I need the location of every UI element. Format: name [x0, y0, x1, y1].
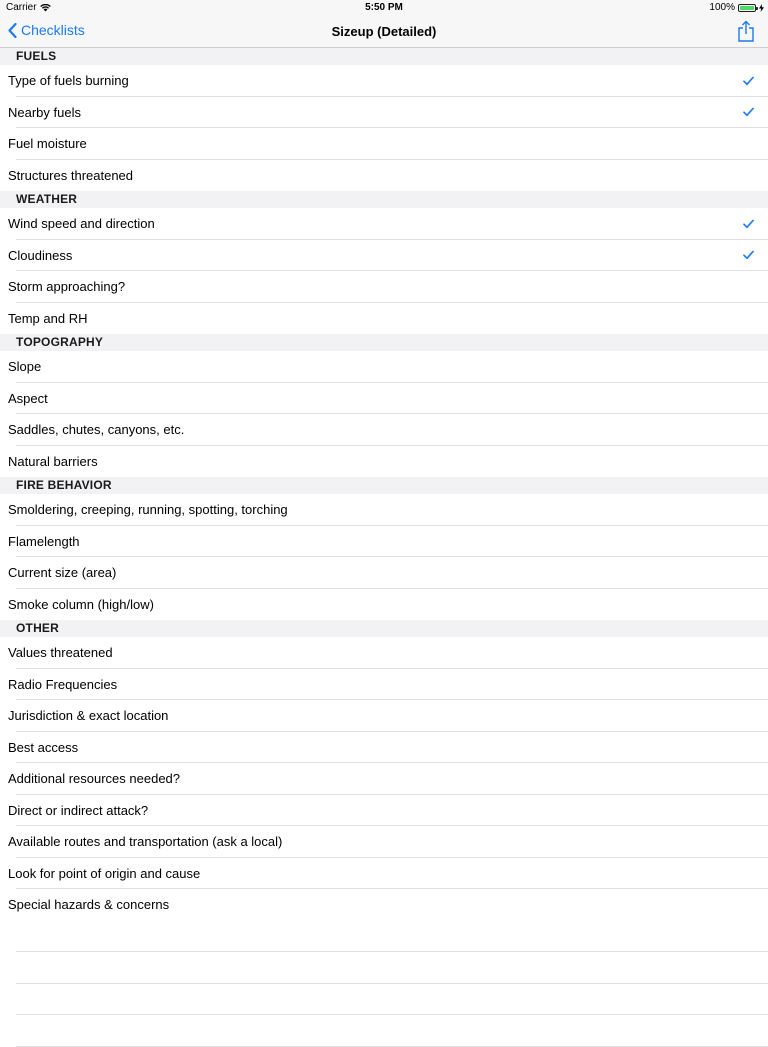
carrier-label: Carrier [6, 2, 37, 13]
checklist-item-label: Additional resources needed? [8, 771, 181, 787]
section-header: WEATHER [0, 191, 768, 208]
checklist-item[interactable] [0, 383, 768, 415]
checklist-item-label: Values threatened [8, 645, 113, 661]
checklist-item-label: Saddles, chutes, canyons, etc. [8, 422, 185, 438]
checklist-item-label: Radio Frequencies [8, 676, 118, 692]
checklist-item[interactable] [0, 557, 768, 589]
checklist-item-label: Structures threatened [8, 167, 134, 183]
share-icon [738, 20, 754, 42]
checkmark-icon [743, 219, 754, 228]
checklist-item-label: Aspect [8, 390, 48, 406]
checklist-item[interactable] [0, 303, 768, 335]
empty-row [0, 1015, 768, 1047]
back-button-label: Checklists [21, 22, 85, 38]
checklist-item-label: Available routes and transportation (ask a local) [8, 834, 283, 850]
checklist-item-label: Nearby fuels [8, 104, 81, 120]
checklist-item[interactable] [0, 240, 768, 272]
checklist-item[interactable] [0, 637, 768, 669]
checklist-item[interactable] [0, 795, 768, 827]
checklist-item[interactable] [0, 732, 768, 764]
checklist-item[interactable] [0, 414, 768, 446]
checklist-item[interactable] [0, 351, 768, 383]
checklist-item-label: Temp and RH [8, 310, 88, 326]
checklist-item-label: Smoldering, creeping, running, spotting, torching [8, 502, 288, 518]
checklist-item-label: Type of fuels burning [8, 73, 129, 89]
checklist-item-label: Current size (area) [8, 565, 117, 581]
charging-bolt-icon [759, 4, 764, 12]
checklist-item[interactable] [0, 700, 768, 732]
checklist-item[interactable] [0, 589, 768, 621]
checklist-item-label: Slope [8, 359, 42, 375]
checklist-item[interactable] [0, 97, 768, 129]
checkmark-icon [743, 108, 754, 117]
checklist-item-label: Special hazards & concerns [8, 897, 170, 913]
checklist-item-label: Jurisdiction & exact location [8, 708, 169, 724]
checklist [0, 48, 768, 1047]
checklist-item[interactable] [0, 128, 768, 160]
status-bar [0, 0, 768, 16]
checklist-item[interactable] [0, 271, 768, 303]
checklist-item[interactable] [0, 208, 768, 240]
navigation-bar [0, 16, 768, 48]
checkmark-icon [743, 76, 754, 85]
checklist-item-label: Direct or indirect attack? [8, 802, 149, 818]
share-button[interactable] [738, 20, 754, 47]
checklist-item-label: Fuel moisture [8, 136, 87, 152]
section-header: FUELS [0, 48, 768, 65]
checklist-item-label: Storm approaching? [8, 279, 126, 295]
battery-percent: 100% [709, 2, 735, 13]
checklist-item[interactable] [0, 160, 768, 192]
checklist-item[interactable] [0, 826, 768, 858]
checkmark-icon [743, 251, 754, 260]
checklist-item-label: Cloudiness [8, 247, 73, 263]
battery-icon [738, 4, 756, 12]
battery-indicator [709, 2, 764, 13]
empty-row [0, 921, 768, 953]
checklist-item-label: Wind speed and direction [8, 216, 155, 232]
checklist-item-label: Natural barriers [8, 453, 98, 469]
checklist-item[interactable] [0, 526, 768, 558]
status-time: 5:50 PM [365, 2, 403, 13]
section-header: OTHER [0, 620, 768, 637]
checklist-item[interactable] [0, 446, 768, 478]
section-header: TOPOGRAPHY [0, 334, 768, 351]
checklist-item-label: Flamelength [8, 533, 80, 549]
checklist-item-label: Best access [8, 739, 79, 755]
checklist-item[interactable] [0, 65, 768, 97]
empty-row [0, 984, 768, 1016]
empty-row [0, 952, 768, 984]
checklist-item-label: Look for point of origin and cause [8, 865, 201, 881]
checklist-item-label: Smoke column (high/low) [8, 596, 154, 612]
checklist-item[interactable] [0, 494, 768, 526]
checklist-item[interactable] [0, 858, 768, 890]
checklist-item[interactable] [0, 669, 768, 701]
checklist-item[interactable] [0, 763, 768, 795]
section-header: FIRE BEHAVIOR [0, 477, 768, 494]
checklist-item[interactable] [0, 889, 768, 921]
page-title: Sizeup (Detailed) [331, 24, 437, 39]
